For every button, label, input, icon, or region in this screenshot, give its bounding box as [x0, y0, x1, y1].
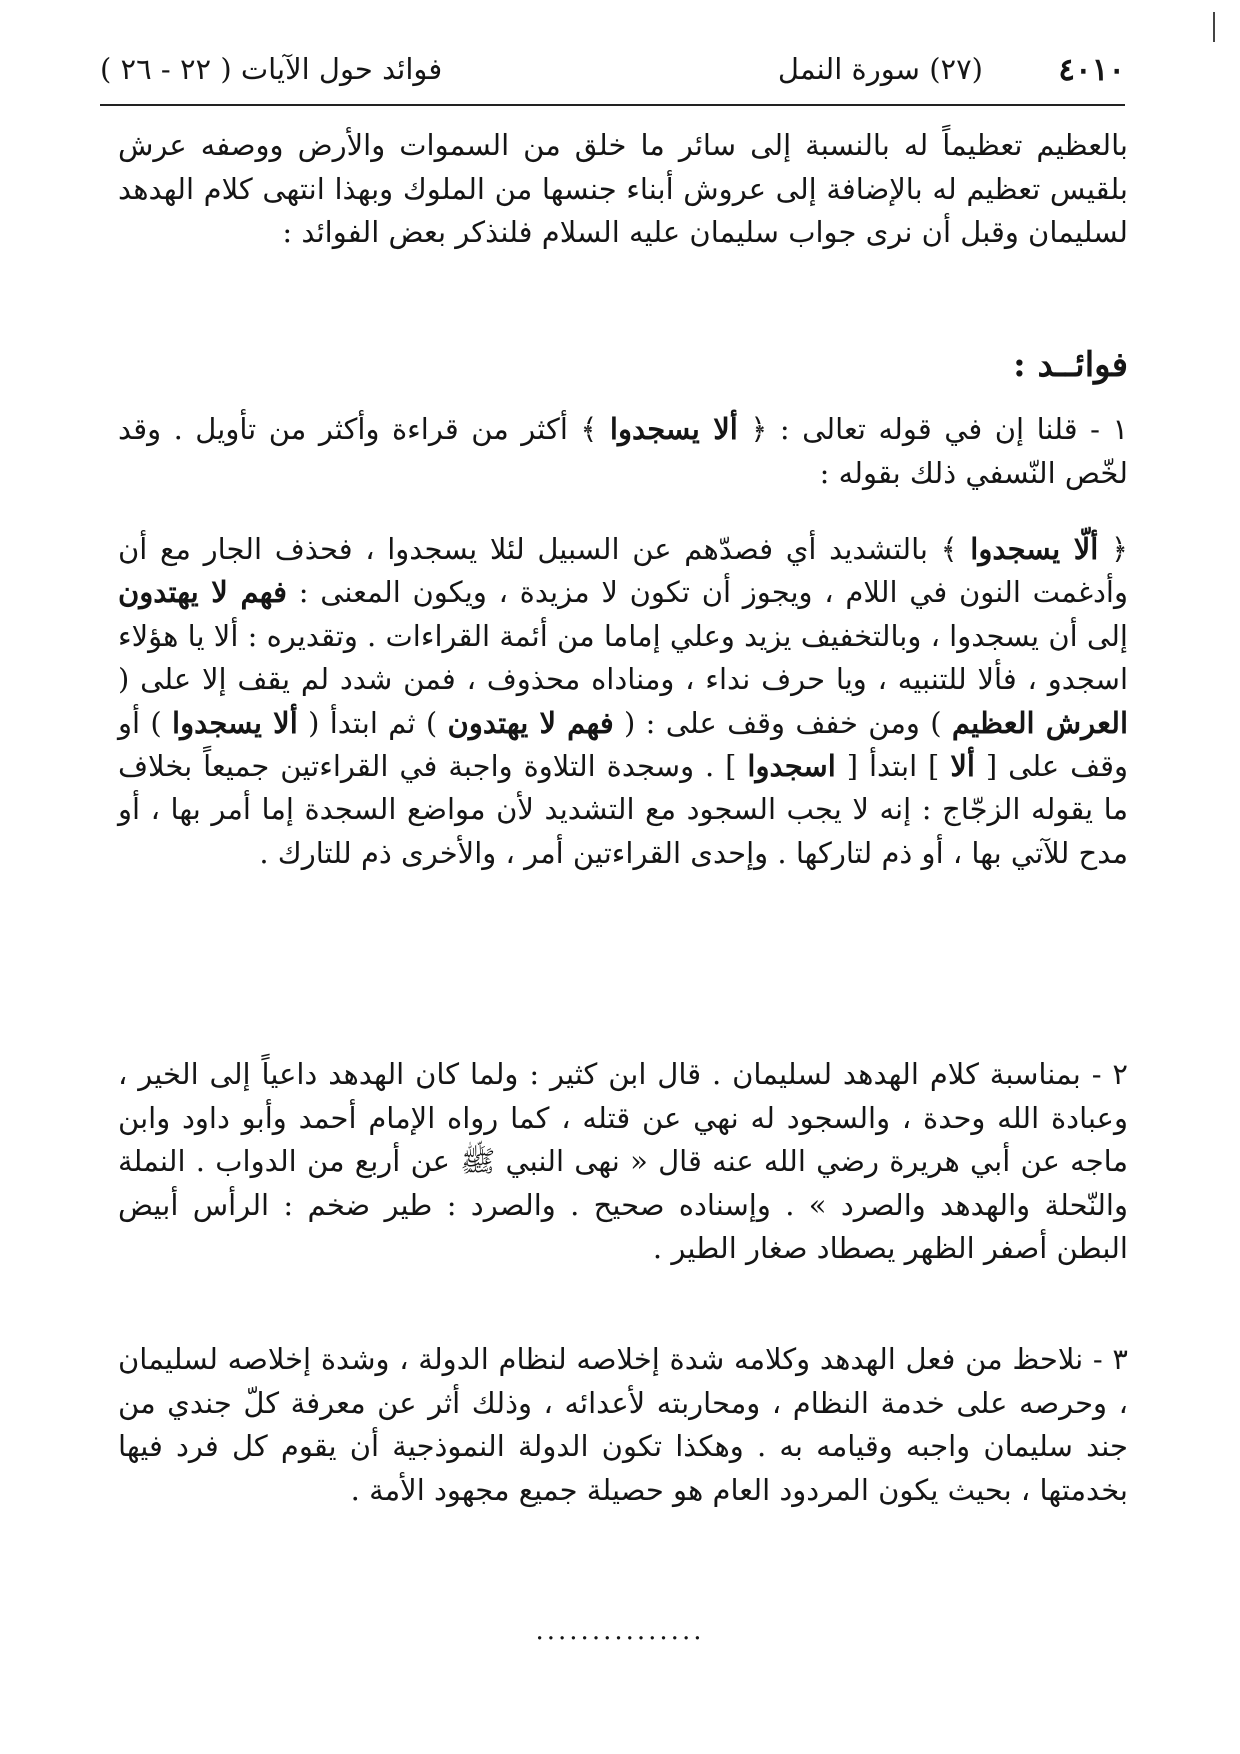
section-title: فوائد حول الآيات ( ٢٢ - ٢٦ ) — [100, 52, 443, 86]
quote-part-4: ) ثم ابتدأ ( — [308, 705, 438, 740]
benefit-1-rest: ﴾ أكثر من قراءة وأكثر من تأويل . وقد لخّص النّسفي ذلك بقوله : — [118, 412, 1128, 490]
quote-part-1: ﴾ بالتشديد أي فصدّهم عن السبيل لئلا يسجدوا ، فحذف الجار مع أن وأدغمت النون في اللام ، ويجوز أن تكون لا مزيدة ، ويكون المعنى : — [118, 532, 1128, 610]
benefits-heading: فوائــد : — [1013, 345, 1128, 385]
quote-bold-1: ألّا يسجدوا — [970, 532, 1099, 566]
benefit-1 — [118, 408, 1128, 495]
quran-phrase: ألا يسجدوا — [609, 412, 738, 446]
quote-part-5: ) أو وقف على [ — [118, 705, 1128, 784]
intro-text: بالعظيم تعظيماً له بالنسبة إلى سائر ما خلق من السموات والأرض ووصفه عرش بلقيس تعظيم له بالإضافة إلى عروش أبناء جنسها من الملوك وبهذا انتهى كلام الهدهد لسليمان وقبل أن نرى جواب سليمان عليه السلام فلنذكر بعض الفوائد : — [118, 128, 1128, 249]
benefit-1-lead: ١ - قلنا إن في قوله تعالى : ﴿ — [750, 412, 1129, 446]
benefit-3-text: ٣ - نلاحظ من فعل الهدهد وكلامه شدة إخلاصه لنظام الدولة ، وشدة إخلاصه لسليمان ، وحرصه على خدمة النظام ، ومحاربته لأعدائه ، وذلك أثر عن معرفة كلّ جندي من جند سليمان واجبه وقيامه به . وهكذا تكون الدولة النموذجية أن يقوم كل فرد فيها بخدمتها ، بحيث يكون المردود العام هو حصيلة جميع مجهود الأمة . — [118, 1342, 1128, 1507]
quote-bold-6: ألا — [950, 749, 975, 784]
benefit-3 — [118, 1338, 1128, 1512]
section-separator: ............... — [535, 1616, 705, 1646]
quote-bold-5: ألا يسجدوا — [172, 705, 298, 740]
page-edge-mark — [1213, 12, 1215, 42]
benefit-1-text — [118, 408, 1128, 495]
quote-bold-3: العرش العظيم — [951, 705, 1129, 740]
page-number: ٤٠١٠ — [1058, 52, 1125, 88]
quote-bold-4: فهم لا يهتدون — [447, 705, 614, 740]
nasafi-quote — [118, 528, 1128, 875]
quote-bold-7: اسجدوا — [747, 749, 836, 784]
header-rule — [100, 104, 1125, 106]
quote-part-2: إلى أن يسجدوا ، وبالتخفيف يزيد وعلي إماما من أئمة القراءات . وتقديره : ألا يا هؤلاء اسجدو ، فألا للتنبيه ، ويا حرف نداء ، ومناداه محذوف ، فمن شدد لم يقف إلا على ( — [118, 618, 1128, 697]
intro-paragraph — [118, 124, 1128, 255]
sura-name: (٢٧) سورة النمل — [777, 52, 983, 86]
quote-bold-2: فهم لا يهتدون — [118, 575, 287, 610]
quote-part-7: ] . وسجدة التلاوة واجبة في القراءتين جميعاً بخلاف ما يقوله الزجّاج : إنه لا يجب السجود مع التشديد لأن مواضع السجدة إما أمر بها ، أو مدح للآتي بها ، أو ذم لتاركها . وإحدى القراءتين أمر ، والأخرى ذم للتارك . — [118, 749, 1128, 870]
quote-part-6: ] ابتدأ [ — [846, 749, 940, 784]
quote-part-3: ) ومن خفف وقف على : ( — [624, 705, 942, 740]
page-header — [100, 44, 1125, 106]
benefit-2 — [118, 1053, 1128, 1271]
quote-bracket-open: ﴿ — [1111, 532, 1129, 566]
quote-text — [118, 528, 1128, 875]
benefit-2-text: ٢ - بمناسبة كلام الهدهد لسليمان . قال ابن كثير : ولما كان الهدهد داعياً إلى الخير ، وعبادة الله وحدة ، والسجود له نهي عن قتله ، كما رواه الإمام أحمد وأبو داود وابن ماجه عن أبي هريرة رضي الله عنه قال « نهى النبي ﷺ عن أربع من الدواب . النملة والنّحلة والهدهد والصرد » . وإسناده صحيح . والصرد : طير ضخم : الرأس أبيض البطن أصفر الظهر يصطاد صغار الطير . — [118, 1057, 1128, 1265]
